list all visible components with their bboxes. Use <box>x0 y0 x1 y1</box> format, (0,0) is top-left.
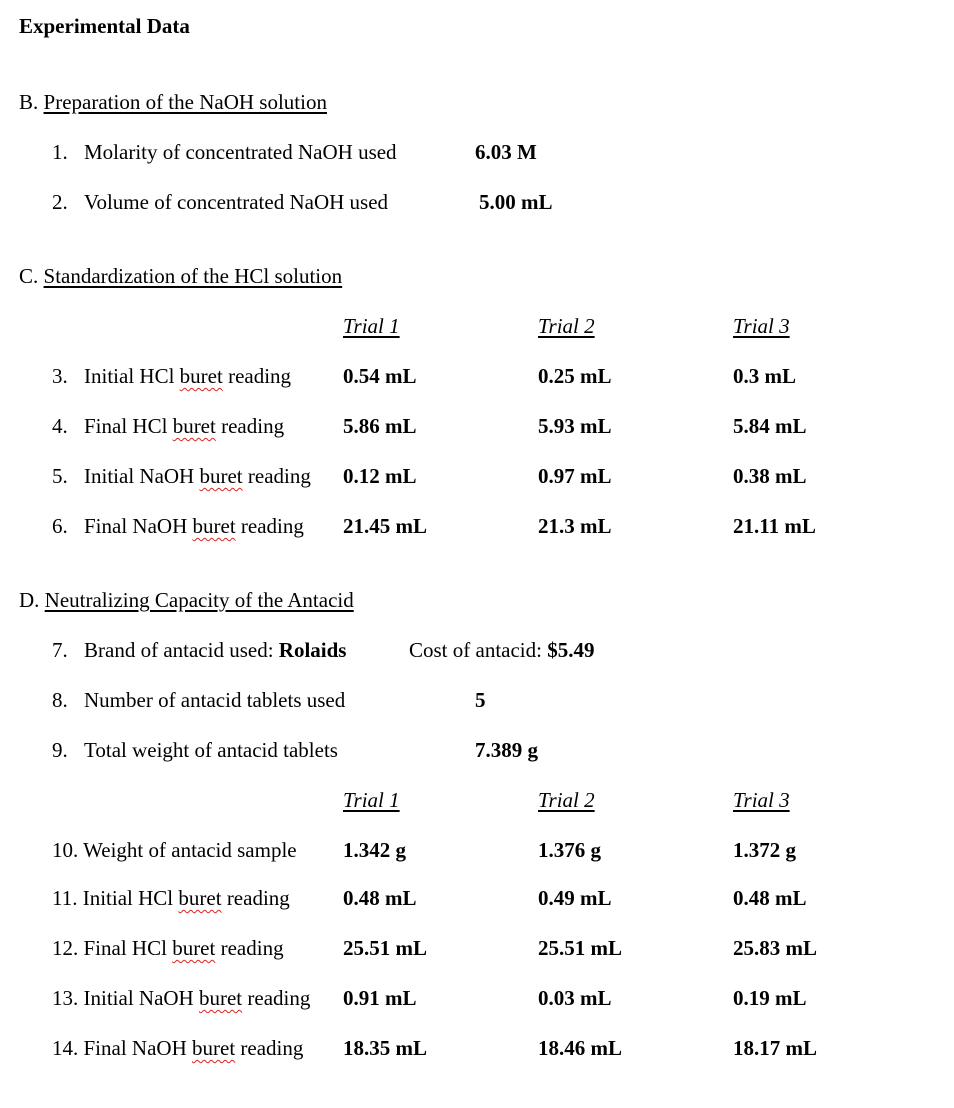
trial-2-value: 0.03 mL <box>538 986 612 1010</box>
trial-3-value: 0.19 mL <box>733 986 807 1010</box>
trial-1-value: 5.86 mL <box>343 414 417 438</box>
item-2-label: Volume of concentrated NaOH used <box>84 190 389 214</box>
trial-3-value: 1.372 g <box>733 838 796 862</box>
item-1-number: 1. <box>52 140 68 164</box>
trial-1-value: 21.45 mL <box>343 514 427 538</box>
antacid-brand: Rolaids <box>278 638 347 662</box>
row-label: Final HCl buret reading <box>84 414 285 438</box>
antacid-cost-value: $5.49 <box>547 638 595 662</box>
row-label: 12. Final HCl buret reading <box>52 936 284 960</box>
trial-1-value: 0.54 mL <box>343 364 417 388</box>
item-8-value: 5 <box>475 688 486 712</box>
row-number: 6. <box>52 514 68 538</box>
section-c-prefix: C. <box>19 264 44 288</box>
row-label: Initial HCl buret reading <box>84 364 292 388</box>
trial-3-value: 0.3 mL <box>733 364 796 388</box>
trial-2-value: 1.376 g <box>538 838 601 862</box>
trial-2-value: 0.49 mL <box>538 886 612 910</box>
section-c-trial-1-header: Trial 1 <box>343 314 400 338</box>
trial-2-value: 25.51 mL <box>538 936 622 960</box>
row-label: 13. Initial NaOH buret reading <box>52 986 311 1010</box>
row-label: Final NaOH buret reading <box>84 514 304 538</box>
trial-2-value: 21.3 mL <box>538 514 612 538</box>
item-1-value: 6.03 M <box>475 140 537 164</box>
trial-3-value: 21.11 mL <box>733 514 816 538</box>
item-9-number: 9. <box>52 738 68 762</box>
section-d-heading <box>19 590 354 611</box>
antacid-cost: Cost of antacid: $5.49 <box>409 638 595 662</box>
item-1-label: Molarity of concentrated NaOH used <box>84 140 397 164</box>
section-d-prefix: D. <box>19 588 45 612</box>
trial-3-value: 0.48 mL <box>733 886 807 910</box>
trial-1-value: 0.12 mL <box>343 464 417 488</box>
trial-3-value: 25.83 mL <box>733 936 817 960</box>
section-c-trial-2-header: Trial 2 <box>538 314 595 338</box>
row-label: 11. Initial HCl buret reading <box>52 886 290 910</box>
trial-3-value: 18.17 mL <box>733 1036 817 1060</box>
trial-1-value: 0.48 mL <box>343 886 417 910</box>
section-d-title: Neutralizing Capacity of the Antacid <box>44 588 354 612</box>
trial-1-value: 25.51 mL <box>343 936 427 960</box>
item-2-value: 5.00 mL <box>479 190 553 214</box>
section-d-trial-3-header: Trial 3 <box>733 788 790 812</box>
row-number: 3. <box>52 364 68 388</box>
section-c-title: Standardization of the HCl solution <box>43 264 343 288</box>
row-number: 5. <box>52 464 68 488</box>
item-2-number: 2. <box>52 190 68 214</box>
section-c-trial-3-header: Trial 3 <box>733 314 790 338</box>
trial-2-value: 0.97 mL <box>538 464 612 488</box>
trial-2-value: 5.93 mL <box>538 414 612 438</box>
item-9-value: 7.389 g <box>475 738 538 762</box>
row-label: 14. Final NaOH buret reading <box>52 1036 304 1060</box>
section-c-heading <box>19 266 342 287</box>
row-label: 10. Weight of antacid sample <box>52 838 297 862</box>
trial-3-value: 5.84 mL <box>733 414 807 438</box>
item-7-number: 7. <box>52 638 68 662</box>
section-b-title: Preparation of the NaOH solution <box>43 90 327 114</box>
item-9-label: Total weight of antacid tablets <box>84 738 338 762</box>
trial-2-value: 18.46 mL <box>538 1036 622 1060</box>
section-b-prefix: B. <box>19 90 44 114</box>
trial-3-value: 0.38 mL <box>733 464 807 488</box>
item-7-label: Brand of antacid used: Rolaids <box>84 638 347 662</box>
section-d-trial-2-header: Trial 2 <box>538 788 595 812</box>
trial-1-value: 1.342 g <box>343 838 406 862</box>
trial-2-value: 0.25 mL <box>538 364 612 388</box>
section-d-trial-1-header: Trial 1 <box>343 788 400 812</box>
section-b-heading <box>19 92 327 113</box>
page-title: Experimental Data <box>19 14 190 38</box>
item-8-number: 8. <box>52 688 68 712</box>
trial-1-value: 18.35 mL <box>343 1036 427 1060</box>
row-label: Initial NaOH buret reading <box>84 464 311 488</box>
row-number: 4. <box>52 414 68 438</box>
trial-1-value: 0.91 mL <box>343 986 417 1010</box>
item-8-label: Number of antacid tablets used <box>84 688 346 712</box>
